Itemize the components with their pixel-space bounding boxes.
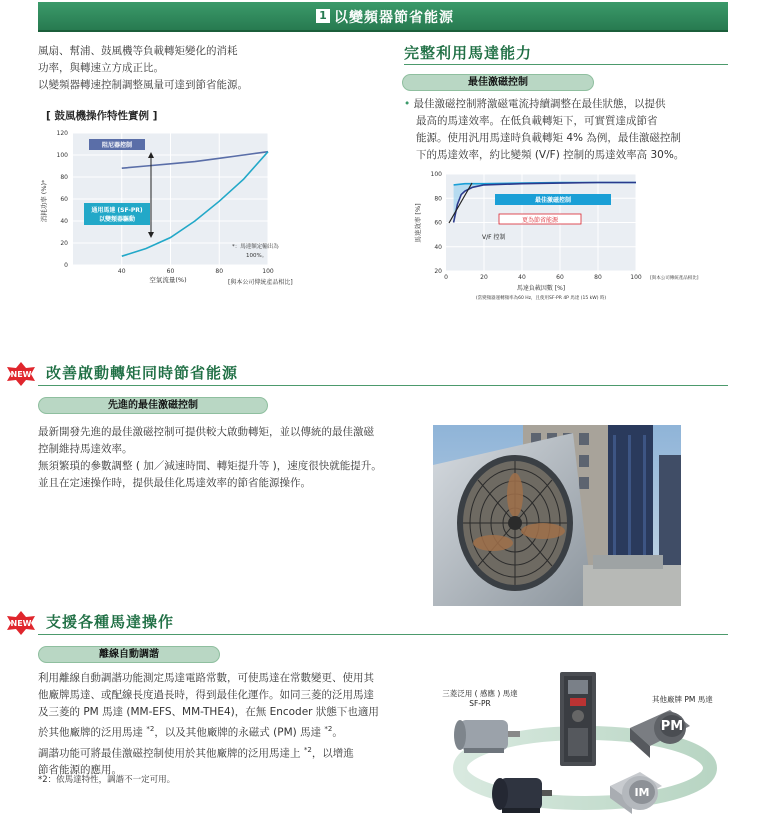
fan-chart-damper-label: 阻尼器控制 [101, 142, 133, 149]
eff-chart-optimal-label: 最佳激磁控制 [534, 197, 572, 204]
pm-motor-label: 其他廠牌 PM 馬達 [652, 695, 713, 704]
eff-y-tick-label: 20 [434, 268, 442, 275]
section3-line-part: 調諧功能可將最佳激磁控制使用於其他廠牌的泛用馬達上 [38, 747, 304, 759]
fan-chart-x-ticks [118, 268, 274, 275]
section1-heading: 完整利用馬達能力 [404, 44, 533, 62]
section3-footnote: *2：依馬達特性，調諧不一定可用。 [38, 775, 176, 785]
im-badge: IM [634, 786, 650, 799]
section3-line: 他廠牌馬達、或配線長度過長時，得到最佳化運作。如同三菱的泛用馬達 [38, 689, 374, 701]
eff-x-tick-label: 20 [480, 274, 488, 281]
eff-x-tick-label: 0 [444, 274, 448, 281]
intro-line: 風扇、幫浦、鼓風機等負載轉矩變化的消耗 [38, 45, 238, 57]
fan-x-tick-label: 100 [262, 268, 274, 275]
fan-y-tick-label: 60 [60, 196, 68, 203]
section3-text [38, 670, 438, 779]
section2-rule [38, 385, 728, 386]
new-badge-icon [6, 611, 36, 635]
fan-x-tick-label: 40 [117, 268, 126, 275]
eff-chart-x-ticks [444, 274, 642, 281]
fan-chart-footnote-2: 100%。 [246, 253, 268, 259]
eff-chart-y-ticks [431, 171, 443, 275]
section1-line: 能源。使用汎用馬達時負載轉矩 4% 為例，最佳激磁控制 [416, 132, 681, 144]
section3-pill: 離線自動調諧 [38, 646, 220, 663]
fan-chart-ylabel: 消耗功率 (%)* [40, 179, 48, 223]
eff-x-tick-label: 60 [556, 274, 564, 281]
footnote-ref: *2 [303, 745, 312, 754]
section2-line: 控制維持馬達效率。 [38, 443, 133, 455]
section3-line-part: ，以增進 [311, 747, 354, 759]
pm-badge: PM [660, 719, 684, 734]
section1-line: 下的馬達效率，約比變頻 (V/F) 控制的馬達效率高 30%。 [416, 149, 685, 161]
section3-rule [38, 634, 728, 635]
section1-text [404, 96, 734, 164]
fan-chart-title: [ 鼓風機操作特性實例 ] [46, 110, 158, 122]
eff-chart-source: [與本公司傳統產品相比] [650, 276, 699, 281]
intro-text [38, 43, 368, 94]
fan-chart-inverter-label-1: 通用馬達 (SF-PR) [91, 207, 143, 214]
intro-line: 功率，與轉速立方成正比。 [38, 62, 164, 74]
eff-x-tick-label: 100 [630, 274, 642, 281]
eff-y-tick-label: 40 [434, 243, 442, 251]
eff-y-tick-label: 80 [434, 195, 442, 203]
eff-chart-note: (當變頻器運轉頻率為60 Hz，且使用SF-PR 4P 馬達 (15 kW) 時) [475, 296, 607, 301]
efficiency-chart [404, 165, 730, 305]
eff-x-tick-label: 40 [518, 274, 526, 281]
eff-y-tick-label: 60 [434, 219, 442, 227]
section3-line-part: 。 [332, 726, 343, 739]
banner-number: 1 [316, 9, 330, 23]
motor-support-diagram [440, 668, 730, 823]
fan-y-tick-label: 120 [56, 130, 68, 137]
fan-y-tick-label: 100 [56, 152, 68, 159]
eff-x-tick-label: 80 [594, 274, 602, 281]
new-badge-text: NEW [10, 370, 32, 379]
banner-title: 以變頻器節省能源 [334, 10, 454, 26]
eff-chart-vf-label: V/F 控制 [482, 234, 506, 241]
section3-line: 節省能源的應用。 [38, 764, 122, 776]
inverter-icon [560, 672, 596, 766]
section2-text [38, 424, 428, 492]
new-badge-text: NEW [10, 619, 32, 628]
footnote-ref: *2 [146, 725, 155, 733]
bullet-icon: • [404, 98, 411, 110]
section2-line: 無須繁瑣的參數調整 ( 加／減速時間、轉矩提升等 )，速度很快就能提升。 [38, 460, 382, 472]
mitsubishi-motor-label-2: SF-PR [469, 699, 491, 708]
fan-y-tick-label: 20 [60, 240, 68, 247]
fan-y-tick-label: 0 [64, 262, 68, 269]
fan-chart-footnote-1: *：馬達額定輸出為 [232, 244, 279, 250]
section1-pill: 最佳激磁控制 [402, 74, 594, 91]
mitsubishi-motor-label-1: 三菱泛用 ( 感應 ) 馬達 [442, 689, 518, 698]
section1-line: 最高的馬達效率。在低負載轉矩下，可實質達成節省 [416, 115, 658, 127]
section2-pill: 先進的最佳激磁控制 [38, 397, 268, 414]
section1-rule [404, 64, 728, 65]
fan-chart-inverter-label-2: 以變頻器驅動 [98, 216, 136, 223]
fan-chart-y-ticks [57, 130, 69, 269]
section2-line: 最新開發先進的最佳激磁控制可提供較大啟動轉矩，並以傳統的最佳激磁 [38, 426, 374, 438]
section3-line-part: 於其他廠牌的泛用馬達 [38, 726, 147, 739]
eff-chart-saving-label: 更為節省能源 [521, 217, 559, 224]
intro-line: 以變頻器轉速控制調整風量可達到節省能源。 [38, 79, 248, 91]
section3-heading: 支援各種馬達操作 [46, 613, 175, 631]
fan-chart-source: [與本公司傳統產品相比] [228, 279, 293, 286]
eff-chart-ylabel: 馬達效率 [%] [414, 203, 422, 243]
new-badge-icon [6, 362, 36, 386]
section2-line: 並且在定速操作時，提供最佳化馬達效率的節省能源操作。 [38, 477, 311, 489]
cooling-fan-photo [433, 425, 681, 606]
section3-line-mixed [38, 742, 438, 763]
fan-y-tick-label: 40 [60, 218, 68, 225]
footnote-ref: *2 [324, 725, 333, 733]
fan-x-tick-label: 60 [166, 268, 175, 275]
section3-line-mixed [38, 721, 438, 742]
mitsubishi-motor-icon [454, 720, 520, 753]
section3-line-part: ，以及其他廠牌的永磁式 (PM) 馬達 [154, 726, 325, 739]
section2-heading: 改善啟動轉矩同時節省能源 [46, 364, 239, 382]
eff-chart-xlabel: 馬達負載因數 [%] [516, 285, 566, 292]
section3-line: 及三菱的 PM 馬達 (MM-EFS、MM-THE4)，在無 Encoder 狀態下也適用 [38, 706, 379, 718]
section3-line: 利用離線自動調諧功能測定馬達電路常數，可使馬達在常數變更、使用其 [38, 672, 374, 684]
fan-x-tick-label: 80 [215, 268, 224, 275]
section1-line: 最佳激磁控制將激磁電流持續調整在最佳狀態，以提供 [413, 98, 666, 110]
fan-y-tick-label: 80 [60, 174, 68, 181]
eff-y-tick-label: 100 [430, 171, 442, 178]
fan-chart [38, 125, 368, 290]
fan-chart-xlabel: 空氣流量(%) [149, 276, 187, 284]
